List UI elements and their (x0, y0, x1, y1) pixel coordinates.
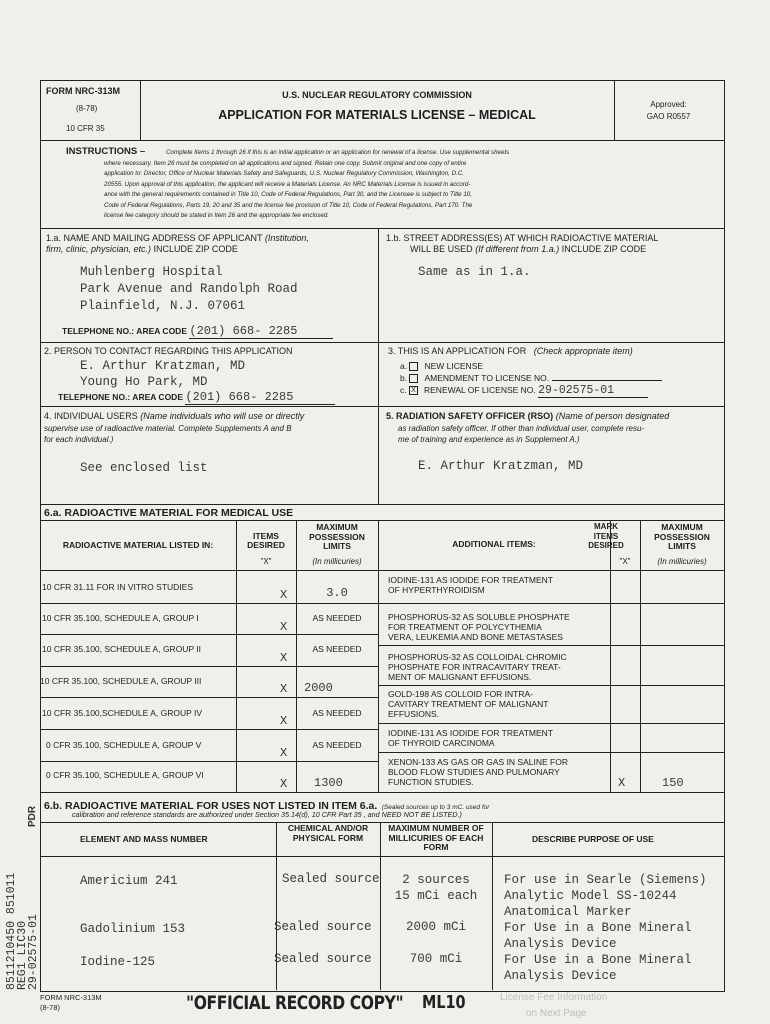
item6b-heading: 6.b. RADIOACTIVE MATERIAL FOR USES NOT LISTED IN ITEM 6.a. (Sealed sources up to 3 mC. used for (44, 800, 490, 812)
purpose: For Use in a Bone Mineral Analysis Device (504, 953, 692, 983)
items-center-divider (378, 228, 379, 504)
checkbox-checked[interactable]: X (409, 386, 418, 395)
col-line (296, 520, 297, 792)
purpose: For Use in a Bone Mineral Analysis Device (504, 921, 692, 951)
additional-item: XENON-133 AS GAS OR GAS IN SALINE FOR BLOOD FLOW STUDIES AND PULMONARY FUNCTION STUDIES. (388, 757, 568, 787)
item1a-label: 1.a. NAME AND MAILING ADDRESS OF APPLICANT (Institution, firm, clinic, physician, etc.) INCLUDE ZIP CODE (46, 233, 309, 254)
instructions-heading: INSTRUCTIONS – (66, 146, 146, 157)
item1-bottom-line (40, 342, 724, 343)
usage-address: Same as in 1.a. (418, 265, 531, 279)
col-max: MAXIMUM POSSESSION LIMITS (309, 522, 365, 551)
checkbox[interactable] (409, 374, 418, 383)
license-number: 29-02575-01 (538, 385, 648, 398)
material-name: 10 CFR 35.100, SCHEDULE A, GROUP III (40, 676, 202, 686)
option-amendment[interactable]: b. AMENDMENT TO LICENSE NO. (400, 372, 662, 384)
instructions-bottom-line (40, 228, 724, 229)
individual-users: See enclosed list (80, 461, 208, 475)
element: Iodine-125 (80, 955, 156, 969)
radiation-safety-officer: E. Arthur Kratzman, MD (418, 459, 584, 473)
instructions-text (104, 148, 704, 222)
item6b-top-line (40, 822, 724, 823)
item-limit: AS NEEDED (312, 708, 362, 718)
col-purpose: DESCRIBE PURPOSE OF USE (532, 834, 654, 844)
approved-label: Approved: (650, 100, 687, 109)
item5-label: 5. RADIATION SAFETY OFFICER (RSO) (Name of person designated as radiation safety officer. If other than individual user, complete resu- me of training and experience as in Supplement A.) (386, 411, 670, 444)
material-name: 0 CFR 35.100, SCHEDULE A, GROUP V (46, 740, 202, 750)
max-millicuries: 2 sources 15 mCi each (394, 873, 478, 903)
max-millicuries: 2000 mCi (405, 920, 466, 934)
item6a-bottom-line (40, 792, 724, 793)
additional-item-limit: 150 (662, 776, 684, 790)
additional-item: PHOSPHORUS-32 AS COLLOIDAL CHROMIC PHOSPHATE FOR INTRACAVITARY TREAT- MENT OF MALIGNANT EFFUSIONS. (388, 652, 567, 682)
additional-item: GOLD-198 AS COLLOID FOR INTRA- CAVITARY TREATMENT OF MALIGNANT EFFUSIONS. (388, 689, 549, 719)
item-limit: AS NEEDED (312, 613, 362, 623)
element: Gadolinium 153 (80, 922, 186, 936)
applicant-name: Muhlenberg Hospital (80, 265, 223, 279)
item-limit: 3.0 (326, 586, 348, 600)
applicant-telephone: TELEPHONE NO.: AREA CODE (201) 668- 2285 (62, 324, 333, 339)
item3-label: 3. THIS IS AN APPLICATION FOR (Check appropriate item) (388, 346, 633, 356)
additional-item-mark: X (618, 776, 626, 790)
col-units: (In millicuries) (312, 557, 362, 566)
item-mark: X (280, 588, 288, 602)
col-max-mci: MAXIMUM NUMBER OF MILLICURIES OF EACH FORM (388, 823, 484, 852)
item-mark: X (280, 714, 288, 728)
checkbox[interactable] (409, 362, 418, 371)
applicant-street: Park Avenue and Randolph Road (80, 282, 298, 296)
item1b-label: 1.b. STREET ADDRESS(ES) AT WHICH RADIOACTIVE MATERIAL WILL BE USED (If different from 1.a.) INCLUDE ZIP CODE (386, 233, 659, 254)
contact-person: Young Ho Park, MD (80, 375, 208, 389)
item6b-header-line (40, 856, 724, 857)
col-mark-x: "X" (619, 557, 631, 566)
item-mark: X (280, 746, 288, 760)
item-mark: X (280, 651, 288, 665)
instructions-line: ance with the general requirements contained in Title 10, Code of Federal Regulations, Part 30, and the Licensee is subject to Title 10, (104, 191, 472, 198)
applicant-city: Plainfield, N.J. 07061 (80, 299, 246, 313)
instructions-line: Code of Federal Regulations, Parts 19, 20 and 35 and the license fee provision of Title 10, Code of Federal Regulations, Part 170. The (104, 201, 473, 209)
item-limit: AS NEEDED (312, 740, 362, 750)
footer-form-id: FORM NRC-313M (8-78) (40, 993, 102, 1012)
form-number: FORM NRC-313M (46, 86, 121, 96)
item-limit: 1300 (314, 776, 343, 790)
col-units2: (In millicuries) (657, 557, 707, 566)
docket-stamp: 8511210450 851011 REG1 LIC30 29-02575-01 (5, 872, 40, 990)
header-bottom-line (40, 140, 724, 141)
option-new-license[interactable]: a. NEW LICENSE (400, 361, 484, 371)
contact-person: E. Arthur Kratzman, MD (80, 359, 246, 373)
contact-persons (80, 358, 245, 390)
col-mark: MARK ITEMS DESIRED (588, 522, 624, 550)
item6a-heading: 6.a. RADIOACTIVE MATERIAL FOR MEDICAL USE (44, 507, 294, 519)
instructions-line: license fee category should be stated in Item 26 and the appropriate fee enclosed. (104, 212, 329, 219)
form-cfr: 10 CFR 35 (66, 124, 105, 133)
item-mark: X (280, 620, 288, 634)
item-mark: X (280, 777, 288, 791)
col-material: RADIOACTIVE MATERIAL LISTED IN: (62, 540, 214, 550)
instructions-line: Complete Items 1 through 26 if this is an initial application or an application for renewal of a license. Use supplemental sheets (166, 149, 510, 156)
option-renewal[interactable]: c. X RENEWAL OF LICENSE NO. 29-02575-01 (400, 384, 662, 398)
col-x: "X" (260, 557, 272, 566)
material-name: 10 CFR 31.11 FOR IN VITRO STUDIES (42, 582, 193, 592)
additional-item: IODINE-131 AS IODIDE FOR TREATMENT OF THYROID CARCINOMA (388, 728, 553, 748)
instructions-line: where necessary. Item 26 must be completed on all applications and signed. Retain one copy. Submit original and one copy of entire (104, 159, 467, 167)
col-additional: ADDITIONAL ITEMS: (452, 539, 536, 549)
fee-note: License Fee Information on Next Page (500, 992, 608, 1019)
purpose: For use in Searle (Siemens) Analytic Model SS-10244 Anatomical Marker (504, 873, 707, 919)
item6b-note: calibration and reference standards are authorized under Section 35.14(d), 10 CFR Part 35 , and NEED NOT BE LISTED.) (72, 810, 462, 819)
instructions-line: application to: Director, Office of Nuclear Materials Safety and Safeguards, U.S. Nuclear Regulatory Commission, Washington, D.C. (104, 170, 464, 177)
approved-number: GAO R0557 (646, 112, 691, 121)
agency-name: U.S. NUCLEAR REGULATORY COMMISSION (282, 90, 472, 100)
col-items: ITEMS DESIRED (247, 531, 285, 550)
material-name: 10 CFR 35.100,SCHEDULE A, GROUP IV (42, 708, 202, 718)
item2-bottom-line (40, 406, 724, 407)
item-mark: X (280, 682, 288, 696)
col-element: ELEMENT AND MASS NUMBER (80, 834, 208, 844)
item4-bottom-line (40, 504, 724, 505)
max-millicuries: 700 mCi (409, 952, 463, 966)
item6a-header-line (40, 570, 724, 571)
col-max2: MAXIMUM POSSESSION LIMITS (654, 522, 710, 551)
application-type-options (400, 360, 662, 398)
item-limit: 2000 (304, 681, 333, 695)
material-name: 10 CFR 35.100, SCHEDULE A, GROUP II (42, 644, 202, 654)
col-form: CHEMICAL AND/OR PHYSICAL FORM (287, 823, 369, 843)
element: Americium 241 (80, 874, 178, 888)
additional-item: PHOSPHORUS-32 AS SOLUBLE PHOSPHATE FOR TREATMENT OF POLYCYTHEMIA VERA, LEUKEMIA AND BONE METASTASES (388, 612, 570, 642)
physical-form: Sealed source (274, 920, 372, 934)
page-title: APPLICATION FOR MATERIALS LICENSE – MEDICAL (218, 108, 536, 122)
contact-telephone: TELEPHONE NO.: AREA CODE (201) 668- 2285 (58, 390, 335, 405)
item2-label: 2. PERSON TO CONTACT REGARDING THIS APPLICATION (44, 346, 293, 356)
header-divider-right (614, 80, 615, 140)
stamp-code: ML10 (422, 992, 466, 1013)
item4-label: 4. INDIVIDUAL USERS (Name individuals who will use or directly supervise use of radioactive material. Complete Supplements A and B for each individual.) (44, 411, 305, 444)
material-name: 10 CFR 35.100, SCHEDULE A, GROUP I (42, 613, 199, 623)
form-date: (8-78) (76, 104, 98, 113)
item6a-top-line (40, 520, 724, 521)
material-name: 0 CFR 35.100, SCHEDULE A, GROUP VI (46, 770, 204, 780)
physical-form: Sealed source (282, 872, 380, 886)
item-limit: AS NEEDED (312, 644, 362, 654)
physical-form: Sealed source (274, 952, 372, 966)
instructions-line: 20555. Upon approval of this application, the applicant will receive a Materials License. An NRC Materials License is issued in accord- (104, 180, 471, 188)
pdr-label: PDR (27, 805, 38, 827)
official-record-stamp: "OFFICIAL RECORD COPY" (186, 992, 404, 1014)
additional-item: IODINE-131 AS IODIDE FOR TREATMENT OF HYPERTHYROIDISM (388, 575, 553, 595)
applicant-address (80, 264, 298, 315)
